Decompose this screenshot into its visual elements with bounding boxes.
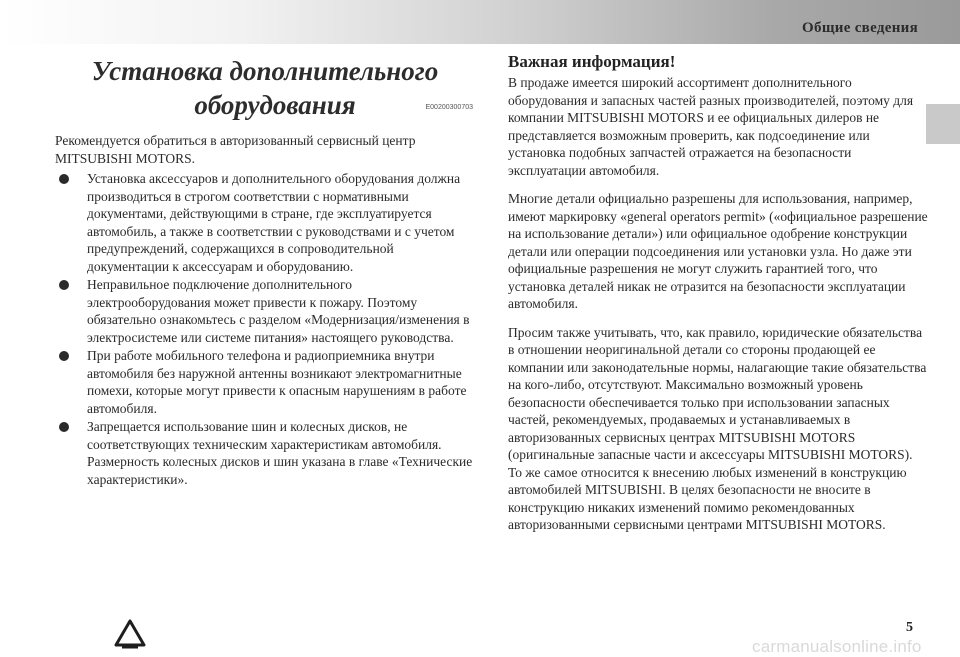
bullet-item	[55, 418, 475, 488]
watermark: carmanualsonline.info	[752, 637, 922, 656]
bullet-item	[55, 347, 475, 417]
title-line-2: оборудования	[194, 90, 356, 120]
paragraph: Многие детали официально разрешены для использования, например, имеют маркировку «general operators permit» («официальное разрешение на использование детали») или официальное одобрение конструкции детали или операции подсоединения или установки узла. Но даже эти официальные разрешения не могут служить гарантией того, что установка деталей никак не отразится на безопасности эксплуатации автомобиля.	[508, 191, 928, 311]
title-line-1: Установка дополнительного	[91, 56, 439, 86]
left-column	[55, 54, 475, 489]
page-number: 5	[906, 620, 913, 635]
bullet-icon	[59, 174, 69, 184]
bullet-text: Установка аксессуаров и дополнительного оборудования должна производиться в строгом соответствии с нормативными документами, действующими в стране, где эксплуатируется автомобиль, а также в соответствии с руководствами и с учетом предупреждений, содержащихся в сопроводительной документации к аксессуарам и оборудованию.	[87, 171, 461, 274]
section-tab	[926, 104, 960, 144]
bullet-icon	[59, 351, 69, 361]
right-column	[508, 52, 928, 545]
bullet-text: При работе мобильного телефона и радиоприемника внутри автомобиля без наружной антенны возникают электромагнитные помехи, которые могут привести к опасным нарушениям в работе автомобиля.	[87, 348, 467, 416]
paragraph: В продаже имеется широкий ассортимент дополнительного оборудования и запасных частей разных производителей, поэтому для компании MITSUBISHI MOTORS и ее официальных дилеров не представляется возможным проверить, как подсоединение или установка подобных запчастей отражается на безопасности эксплуатации автомобиля.	[508, 75, 914, 178]
bullet-item	[55, 170, 475, 275]
bullet-icon	[59, 280, 69, 290]
bullet-icon	[59, 422, 69, 432]
bullet-text: Неправильное подключение дополнительного электрооборудования может привести к пожару. Поэтому обязательно ознакомьтесь с разделом «Модернизация/изменения в электросистеме или системе питания» настоящего руководства.	[87, 277, 470, 345]
bullet-list	[55, 170, 475, 488]
important-info-heading: Важная информация!	[508, 52, 676, 71]
intro-text: Рекомендуется обратиться в авторизованный сервисный центр MITSUBISHI MOTORS.	[55, 133, 416, 166]
bullet-item	[55, 276, 475, 346]
bullet-text: Запрещается использование шин и колесных дисков, не соответствующих техническим характеристикам автомобиля. Размерность колесных дисков и шин указана в главе «Технические характеристики».	[87, 419, 473, 487]
paragraph: Просим также учитывать, что, как правило, юридические обязательства в отношении неоригинальной детали со стороны продающей ее компании или законодательные нормы, налагающие такие обязательства на кого-либо, отсутствуют. Максимально возможный уровень безопасности обеспечивается только при использовании запасных частей, рекомендуемых, продаваемых и устанавливаемых в авторизованных сервисных центрах MITSUBISHI MOTORS (оригинальные запасные части и аксессуары MITSUBISHI MOTORS). То же самое относится к внесению любых изменений в конструкцию автомобилей MITSUBISHI. В целях безопасности не вносите в конструкцию никаких изменений помимо рекомендованных авторизованными сервисными центрами MITSUBISHI MOTORS.	[508, 324, 927, 532]
page-title	[55, 54, 475, 122]
warning-triangle-icon	[113, 618, 147, 650]
document-code: E00200300703	[425, 104, 473, 111]
section-title: Общие сведения	[802, 20, 918, 36]
